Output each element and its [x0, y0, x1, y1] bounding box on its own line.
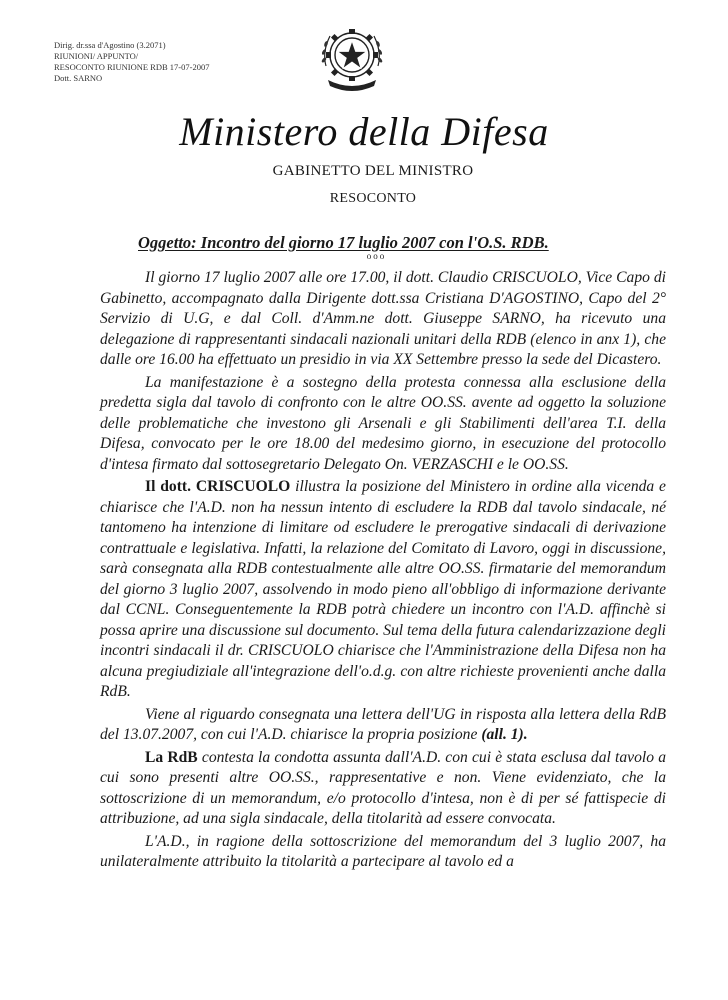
cabinet-heading: GABINETTO DEL MINISTRO [272, 163, 474, 179]
document-body [100, 268, 666, 873]
paragraph-lead: La RdB [145, 748, 198, 766]
italian-republic-emblem-icon [312, 22, 392, 94]
paragraph-text: Viene al riguardo consegnata una lettera dell'UG in risposta alla lettera della RdB del 13.07.2007, con cui l'A.D. chiarisce la propria posizione [100, 705, 666, 743]
subject-line: Oggetto: Incontro del giorno 17 luglio 2007 con l'O.S. RDB. [138, 233, 549, 252]
attachment-ref: (all. 1). [481, 726, 528, 743]
paragraph [100, 832, 666, 873]
reference-block [54, 40, 209, 84]
paragraph-text: La manifestazione è a sostegno della protesta connessa alla esclusione della predetta sigla dal tavolo di confronto con le altre OO.SS. avente ad oggetto la soluzione delle problematiche che investono gli Arsenali e gli Stabilimenti dell'area T.I. della Difesa, convocato per le ore 18.00 del medesimo giorno, in esecuzione del protocollo d'intesa firmato dal sottosegretario Delegato On. VERZASCHI e le OO.SS. [100, 373, 666, 473]
ref-line: RESOCONTO RIUNIONE RDB 17-07-2007 [54, 62, 210, 72]
ref-line: RIUNIONI/ APPUNTO/ [54, 51, 139, 61]
paragraph [100, 373, 666, 476]
ref-line: Dirig. dr.ssa d'Agostino (3.2071) [54, 40, 166, 50]
paragraph-lead: Il dott. CRISCUOLO [145, 478, 291, 495]
ministry-title: Ministero della Difesa [179, 109, 549, 154]
paragraph [100, 268, 666, 371]
paragraph-text: Il giorno 17 luglio 2007 alle ore 17.00, il dott. Claudio CRISCUOLO, Vice Capo di Gabinetto, accompagnato dalla Dirigente dott.ssa Cristiana D'AGOSTINO, Capo del 2° Servizio di U.G, e dal Coll. d'Amm.ne dott. Giuseppe SARNO, ha ricevuto una delegazione di rappresentanti sindacali nazionali unitari della RDB (elenco in anx 1), che dalle ore 16.00 ha effettuato un presidio in via XX Settembre presso la sede del Dicastero. [100, 269, 666, 368]
paragraph [100, 705, 666, 746]
paragraph [100, 748, 666, 830]
paragraph-text: L'A.D., in ragione della sottoscrizione del memorandum del 3 luglio 2007, ha unilateralmente attribuito la titolarità a partecipare al tavolo ed a [100, 832, 666, 870]
paragraph-text: illustra la posizione del Ministero in ordine alla vicenda e chiarisce che l'A.D. non ha nessun intento di escludere la RDB dal tavolo sindacale, né tantomeno ha intenzione di limitare od escludere le prerogative sindacali di derivazione contrattuale e legislativa. Infatti, la relazione del Comitato di Lavoro, oggi in discussione, sarà consegnata alla RDB contestualmente alle altre OO.SS. firmatarie del memorandum del giorno 3 luglio 2007, assolvendo in modo pieno all'obbligo di informazione derivante dal CCNL. Conseguentemente la RDB potrà chiedere un incontro con l'A.D. affinchè si possa aprire una discussione sul documento. Sul tema della futura calendarizzazione degli incontri sindacali il dr. CRISCUOLO chiarisce che l'Amministrazione della Difesa non ha alcuna pregiudiziale all'integrazione dell'o.d.g. con altre richieste provenienti anche dalla RdB. [100, 478, 666, 700]
paragraph [100, 477, 666, 703]
paragraph-text: contesta la condotta assunta dall'A.D. con cui è stata esclusa dal tavolo a cui sono presenti altre OO.SS., rappresentative e non. Viene evidenziato, che la sottoscrizione di un memorandum, e/o protocollo d'intesa, non è di per sé fattispecie di attribuzione, ad una sigla sindacale, della titolarità ad essere convocata. [100, 748, 666, 827]
ornament-divider: ooo [366, 251, 387, 261]
report-title: RESOCONTO [329, 191, 417, 206]
ref-line: Dott. SARNO [54, 73, 103, 83]
